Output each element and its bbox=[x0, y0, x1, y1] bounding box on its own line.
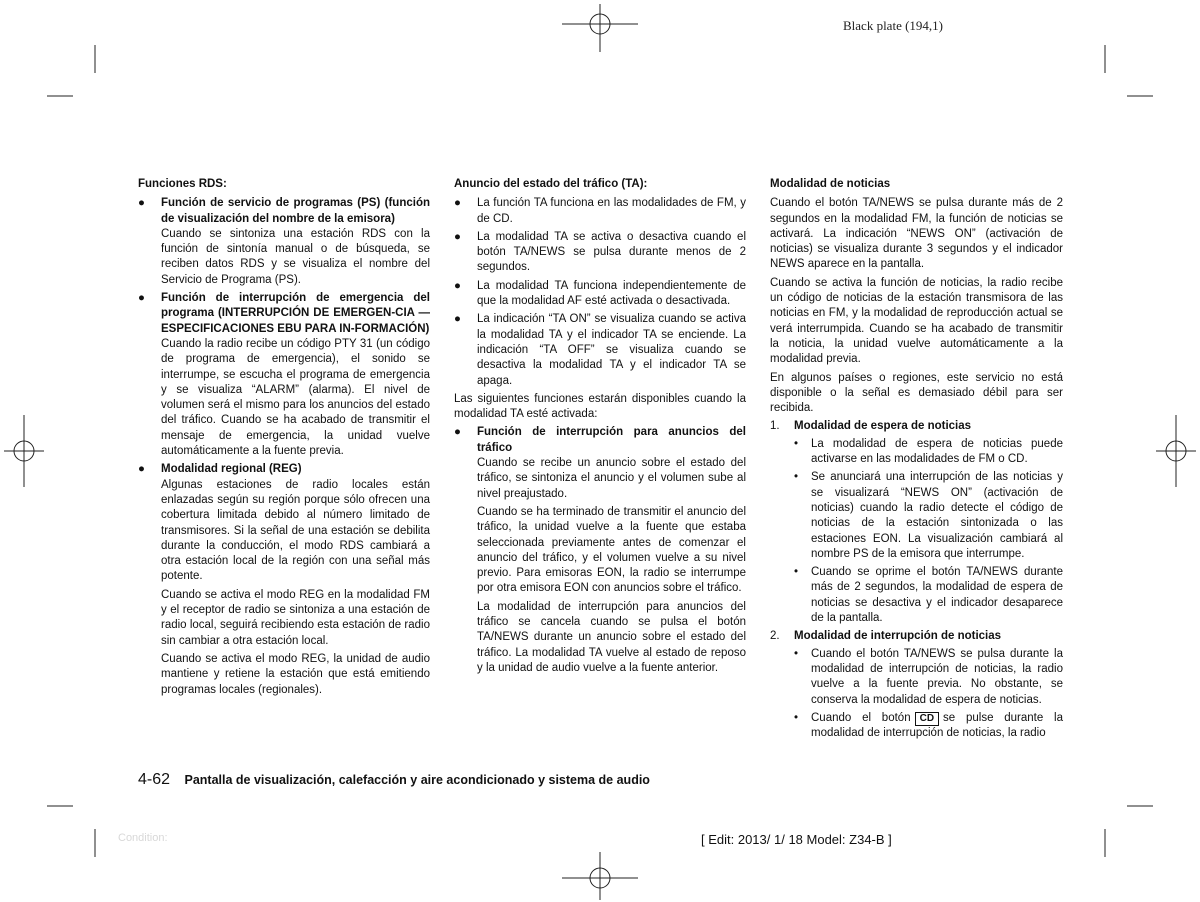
list-item bbox=[138, 462, 430, 697]
bullet-icon: ● bbox=[454, 279, 461, 292]
item-paragraph: La función TA funciona en las modalidades de FM, y de CD. bbox=[477, 197, 746, 225]
item-title: Modalidad regional (REG) bbox=[161, 463, 302, 476]
bullet-icon: • bbox=[794, 711, 799, 724]
item-paragraph: Cuando se recibe un anuncio sobre el estado del tráfico, se sintoniza el anuncio y el volumen sube al nivel preajustado. bbox=[477, 457, 746, 500]
registration-mark-top bbox=[562, 4, 638, 52]
sub-item-text: Se anunciará una interrupción de las noticias y se visualizará “NEWS ON” (activación de noticias) cuando la radio detecte el código de noticias de la estación sintonizada o las estaciones EON. La visualización cambiará al nombre PS de la emisora que interrumpe. bbox=[811, 471, 1063, 560]
page-footer bbox=[138, 771, 650, 789]
cd-button-icon: CD bbox=[915, 712, 939, 726]
column-rds-functions bbox=[138, 177, 430, 701]
registration-mark-bottom bbox=[562, 852, 638, 900]
sub-item-text-before: Cuando el botón bbox=[811, 711, 911, 724]
item-title: Función de interrupción de emergencia del programa (INTERRUPCIÓN DE EMERGEN-CIA — ESPECIFICACIONES EBU PARA IN-FORMACIÓN) bbox=[161, 292, 430, 335]
numbered-item bbox=[770, 629, 1063, 741]
news-paragraph: En algunos países o regiones, este servicio no está disponible o la señal es demasiado débil para ser recibida. bbox=[770, 371, 1063, 415]
numbered-item bbox=[770, 419, 1063, 626]
bullet-icon: ● bbox=[454, 313, 461, 326]
registration-mark-right bbox=[1156, 415, 1196, 487]
bullet-icon: • bbox=[794, 437, 799, 450]
item-number: 1. bbox=[770, 420, 780, 433]
sub-item bbox=[794, 711, 1063, 742]
sub-item-text: Cuando el botón TA/NEWS se pulsa durante la modalidad de interrupción de noticias, la radio vuelve a la fuente previa. No obstante, se conserva la modalidad de espera de noticias. bbox=[811, 647, 1063, 706]
item-paragraph: La modalidad TA se activa o desactiva cuando el botón TA/NEWS se pulsa durante menos de 2 segundos. bbox=[477, 230, 746, 274]
item-title: Modalidad de espera de noticias bbox=[794, 420, 972, 433]
news-paragraph: Cuando se activa la función de noticias, la radio recibe un código de noticias de la estación transmisora de las noticias en FM, y la modalidad de reproducción actual se verá interrumpida. Cuando se ha acabado de transmitir la noticia, la unidad vuelve automáticamente a la modalidad previa. bbox=[770, 276, 1063, 366]
item-title: Función de interrupción para anuncios del tráfico bbox=[477, 426, 746, 454]
list-item bbox=[138, 196, 430, 288]
sub-item-text: La modalidad de espera de noticias puede activarse en las modalidades de FM o CD. bbox=[811, 437, 1063, 466]
item-paragraph: Cuando se activa el modo REG, la unidad de audio mantiene y retiene la estación que está emitiendo programas locales (regionales). bbox=[161, 652, 430, 696]
item-paragraph: La modalidad TA funciona independientemente de que la modalidad AF esté activada o desactivada. bbox=[477, 279, 746, 308]
sub-item-text-after: se pulse durante la modalidad de interrupción de noticias, la radio bbox=[811, 711, 1063, 740]
bullet-icon: ● bbox=[454, 230, 461, 243]
list-item bbox=[454, 230, 746, 276]
sub-item-text: Cuando se oprime el botón TA/NEWS durante más de 2 segundos, la modalidad de espera de noticias se desactiva y el indicador desaparece de la pantalla. bbox=[811, 566, 1063, 625]
list-item bbox=[138, 291, 430, 459]
bullet-icon: • bbox=[794, 566, 799, 579]
sub-item bbox=[794, 565, 1063, 626]
sub-item bbox=[794, 647, 1063, 708]
item-paragraph: Cuando se ha terminado de transmitir el anuncio del tráfico, la unidad vuelve a la fuente que estaba seleccionada previamente antes de comenzar el anuncio del tráfico, y el volumen vuelve a su nivel previo. Para emisoras EON, la radio se interrumpe por otra emisora EON con anuncios sobre el tráfico. bbox=[477, 505, 746, 595]
item-paragraph: La modalidad de interrupción para anuncios del tráfico se cancela cuando se pulsa el botón TA/NEWS durante un anuncio sobre el estado del tráfico. La modalidad TA vuelve al estado de reposo y la unidad de audio vuelve a la fuente anterior. bbox=[477, 600, 746, 674]
list-item bbox=[454, 312, 746, 388]
bullet-icon: • bbox=[794, 647, 799, 660]
bullet-icon: ● bbox=[138, 197, 145, 210]
list-item bbox=[454, 279, 746, 310]
item-title: Modalidad de interrupción de noticias bbox=[794, 630, 1002, 643]
bullet-icon: ● bbox=[138, 463, 145, 476]
item-paragraph: La indicación “TA ON” se visualiza cuando se activa la modalidad TA y el indicador TA se enciende. La indicación “TA OFF” se visualiza cuando se desactiva la modalidad TA y el indicador TA se apaga. bbox=[477, 313, 746, 387]
black-plate-label: Black plate (194,1) bbox=[843, 18, 943, 33]
item-paragraph: Cuando se sintoniza una estación RDS con la función de sintonía manual o de búsqueda, se reciben datos RDS y se visualiza el nombre del Servicio de Programa (PS). bbox=[161, 227, 430, 286]
condition-label: Condition: bbox=[118, 832, 168, 844]
item-paragraph: Algunas estaciones de radio locales están enlazadas según su región porque sólo ofrecen una cobertura limitada debido al número limitado de transmisores. Si la señal de una estación se debilita durante la conducción, el modo RDS cambiará a otra estación local de la región con una señal más potente. bbox=[161, 478, 430, 583]
list-item bbox=[454, 425, 746, 676]
page-number: 4-62 bbox=[138, 771, 171, 788]
edit-info: [ Edit: 2013/ 1/ 18 Model: Z34-B ] bbox=[701, 832, 892, 847]
bullet-icon: ● bbox=[454, 197, 461, 210]
ta-heading: Anuncio del estado del tráfico (TA): bbox=[454, 178, 648, 190]
news-heading: Modalidad de noticias bbox=[770, 178, 891, 190]
sub-item bbox=[794, 470, 1063, 562]
list-item bbox=[454, 196, 746, 227]
column-news-mode bbox=[770, 177, 1063, 744]
item-paragraph: Cuando la radio recibe un código PTY 31 (un código de programa de emergencia), el sonido se interrumpe, se escucha el programa de emergencia y se visualiza “ALARM” (alarma). El nivel de volumen será el mismo para los anuncios del estado del tráfico. Cuando se ha acabado de transmitir el mensaje de emergencia, la unidad vuelve automáticamente a la fuente previa. bbox=[161, 337, 430, 458]
ta-intro: Las siguientes funciones estarán disponibles cuando la modalidad TA esté activada: bbox=[454, 392, 746, 421]
bullet-icon: ● bbox=[454, 426, 461, 439]
item-title: Función de servicio de programas (PS) (función de visualización del nombre de la emisora) bbox=[161, 197, 430, 225]
item-paragraph: Cuando se activa el modo REG en la modalidad FM y el receptor de radio se sintoniza a una estación de radio local, seguirá recibiendo esta estación de radio sin cambiar a otra estación local. bbox=[161, 588, 430, 647]
chapter-title: Pantalla de visualización, calefacción y aire acondicionado y sistema de audio bbox=[184, 773, 650, 787]
rds-heading: Funciones RDS: bbox=[138, 178, 227, 190]
news-paragraph: Cuando el botón TA/NEWS se pulsa durante más de 2 segundos en la modalidad FM, la función de noticias se activará. La indicación “NEWS ON” (activación de noticias) se visualiza durante 3 segundos y el indicador NEWS aparece en la pantalla. bbox=[770, 197, 1063, 271]
bullet-icon: ● bbox=[138, 292, 145, 305]
registration-mark-left bbox=[4, 415, 44, 487]
bullet-icon: • bbox=[794, 471, 799, 484]
item-number: 2. bbox=[770, 630, 780, 643]
column-traffic-announcement bbox=[454, 177, 746, 679]
sub-item bbox=[794, 437, 1063, 468]
